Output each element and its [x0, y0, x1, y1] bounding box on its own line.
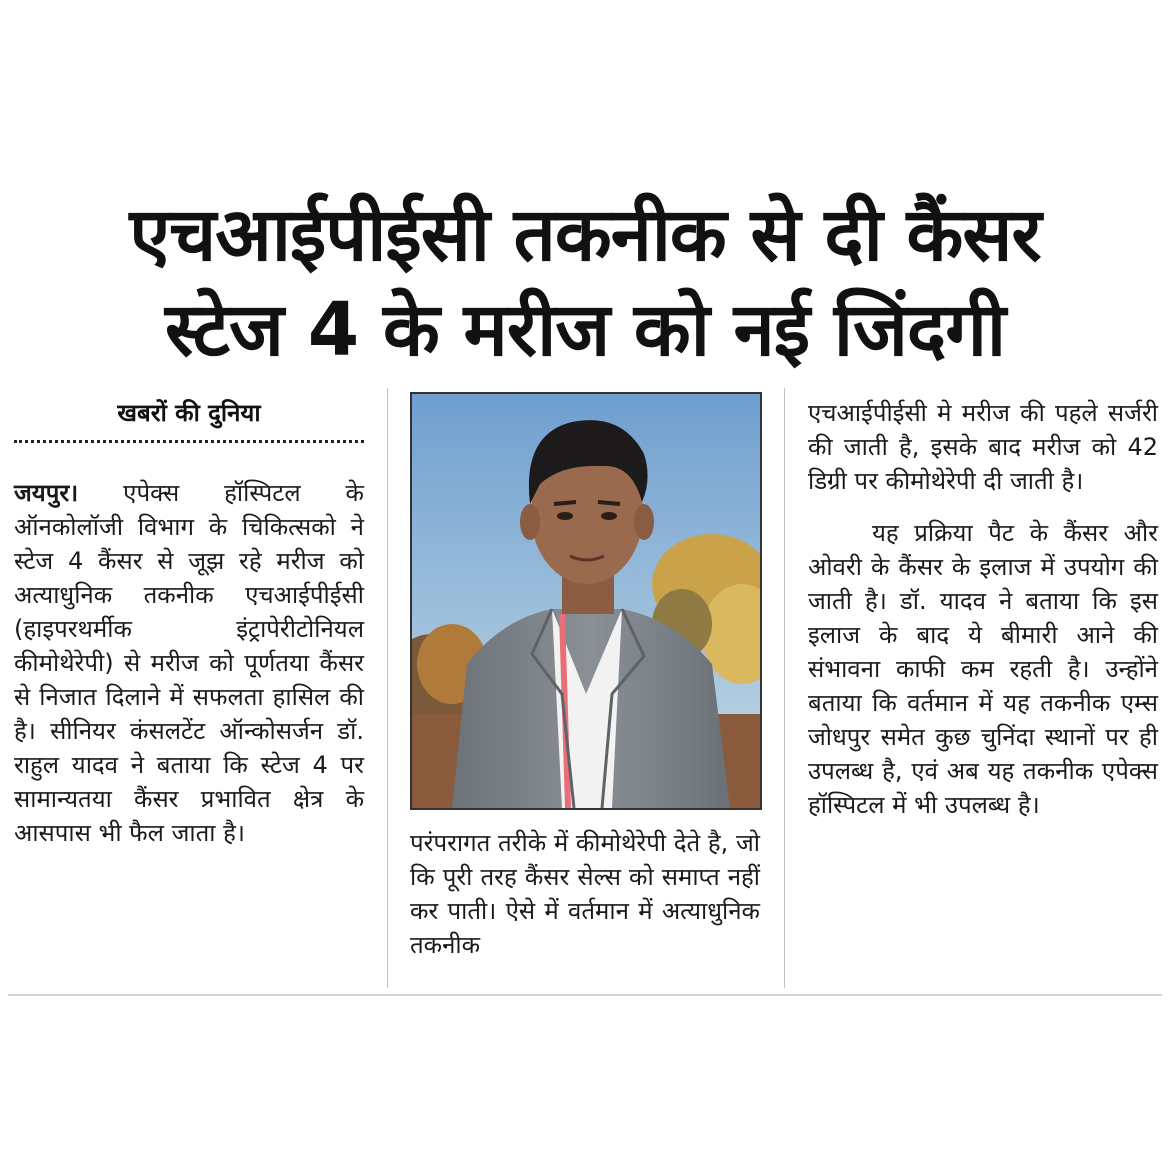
- bottom-rule: [8, 994, 1162, 996]
- headline-line-2: स्टेज 4 के मरीज को नई जिंदगी: [164, 287, 1006, 373]
- column-divider-right: [784, 388, 785, 988]
- byline: खबरों की दुनिया: [117, 399, 261, 427]
- headline-line-1: एचआईपीईसी तकनीक से दी कैंसर: [129, 192, 1041, 278]
- byline-divider: [14, 440, 364, 443]
- article-col3-para2: यह प्रक्रिया पैट के कैंसर और ओवरी के कैंसर के इलाज में उपयोग की जाती है। डॉ. यादव ने बताया कि इस इलाज के बाद ये बीमारी आने की संभावना काफी कम रहती है। उन्होंने बताया कि वर्तमान में यह तकनीक एम्स जोधपुर समेत कुछ चुनिंदा स्थानों पर ही उपलब्ध है, एवं अब यह तकनीक एपेक्स हॉस्पिटल में भी उपलब्ध है।: [808, 519, 1158, 819]
- column-divider-left: [387, 388, 388, 988]
- article-col3-para1: एचआईपीईसी मे मरीज की पहले सर्जरी की जाती है, इसके बाद मरीज को 42 डिग्री पर कीमोथेरेपी दी जाती है।: [808, 399, 1158, 495]
- doctor-photo: [410, 392, 762, 810]
- article-column-1: [14, 476, 364, 850]
- portrait-illustration: [412, 394, 760, 808]
- article-column-3: [808, 396, 1158, 822]
- article-column-2: [410, 826, 760, 962]
- dateline-place: जयपुर।: [14, 479, 79, 507]
- article-col2-text: परंपरागत तरीके में कीमोथेरेपी देते है, जो कि पूरी तरह कैंसर सेल्स को समाप्त नहीं कर पाती। ऐसे में वर्तमान में अत्याधुनिक तकनीक: [410, 829, 760, 959]
- article-col1-text: एपेक्स हॉस्पिटल के ऑनकोलॉजी विभाग के चिकित्सको ने स्टेज 4 कैंसर से जूझ रहे मरीज को अत्याधुनिक तकनीक एचआईपीईसी (हाइपरथर्मीक इंट्रापेरीटोनियल कीमोथेरेपी) से मरीज को पूर्णतया कैंसर से निजात दिलाने में सफलता हासिल की है। सीनियर कंसलटेंट ऑन्कोसर्जन डॉ. राहुल यादव ने बताया कि स्टेज 4 पर सामान्यतया कैंसर प्रभावित क्षेत्र के आसपास भी फैल जाता है।: [14, 479, 364, 847]
